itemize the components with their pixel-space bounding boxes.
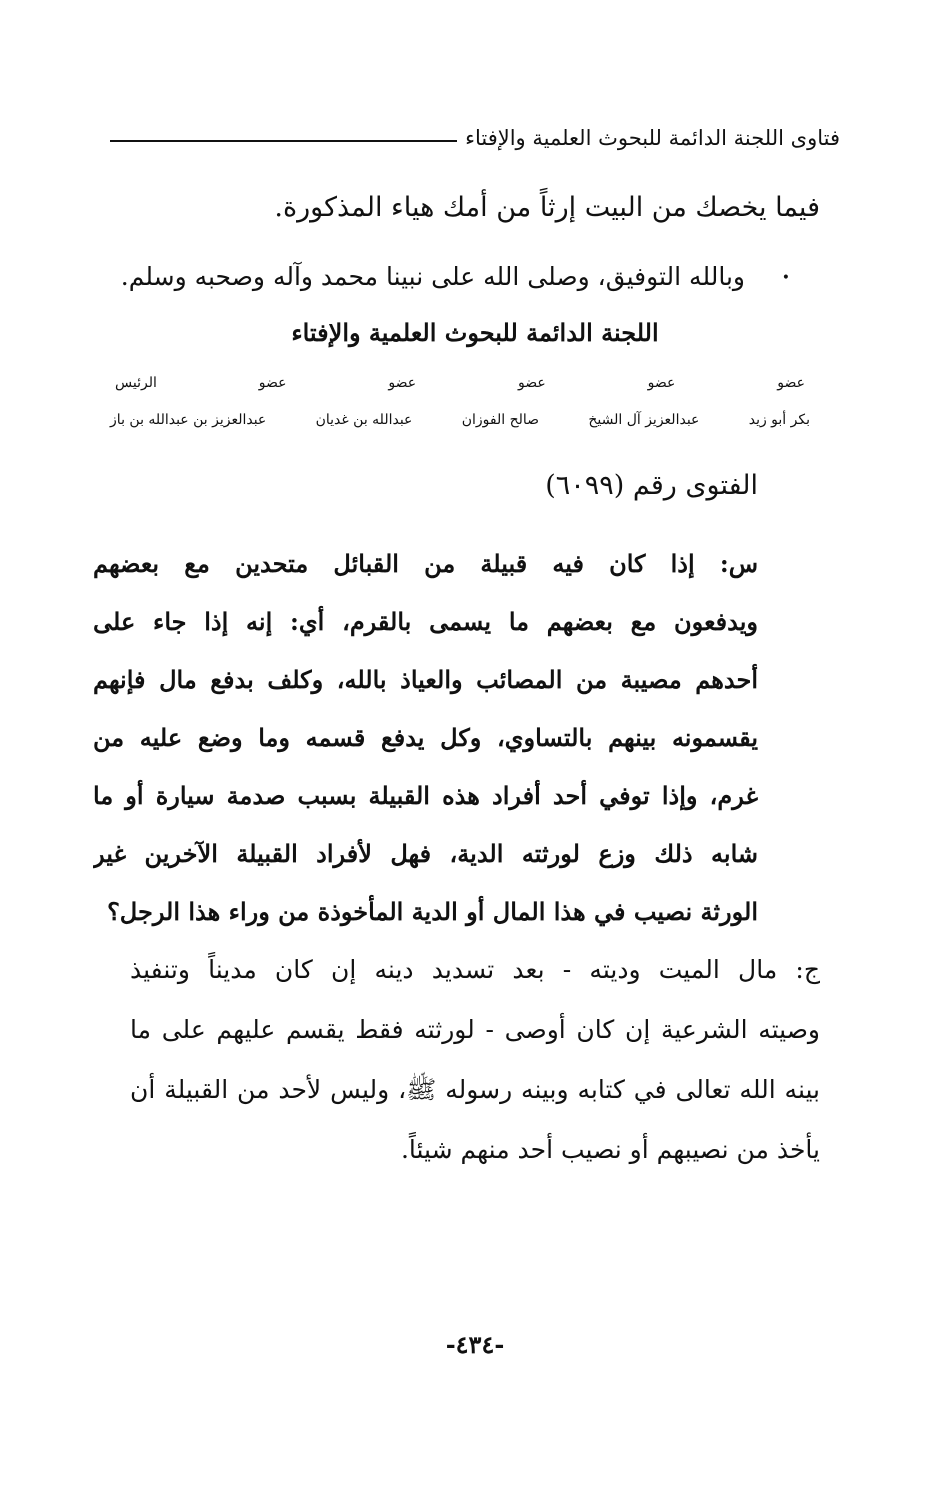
bullet-mark: • — [781, 270, 790, 286]
answer-line: بينه الله تعالى في كتابه وبينه رسوله ﷺ، وليس لأحد من القبيلة أن — [130, 1075, 820, 1104]
member-name: صالح الفوزان — [461, 412, 540, 428]
fatwa-number: الفتوى رقم (٦٠٩٩) — [545, 470, 758, 501]
question-line: يقسمونه بينهم بالتساوي، وكل يدفع قسمه وما وضع عليه من — [93, 723, 758, 752]
answer-paragraph — [130, 940, 820, 1180]
question-line: شابه ذلك وزع لورثته الدية، فهل لأفراد القبيلة الآخرين غير — [93, 839, 758, 868]
intro-line-2: وبالله التوفيق، وصلى الله على نبينا محمد وآله وصحبه وسلم. — [120, 262, 745, 291]
signature-names — [110, 412, 810, 428]
member-name: عبدالعزيز آل الشيخ — [588, 412, 700, 428]
intro-line-1: فيما يخصك من البيت إرثاً من أمك هياء المذكورة. — [274, 192, 820, 223]
answer-line: ج: مال الميت وديته - بعد تسديد دينه إن كان مديناً وتنفيذ — [130, 955, 820, 984]
question-paragraph — [93, 535, 758, 941]
question-line: أحدهم مصيبة من المصائب والعياذ بالله، وكلف بدفع مال فإنهم — [93, 665, 758, 694]
role-label: عضو — [518, 375, 546, 391]
question-line: س: إذا كان فيه قبيلة من القبائل متحدين مع بعضهم — [93, 549, 758, 578]
signature-roles — [115, 375, 805, 391]
committee-title: اللجنة الدائمة للبحوث العلمية والإفتاء — [291, 318, 659, 347]
member-name: عبدالعزيز بن عبدالله بن باز — [110, 412, 267, 428]
question-line: ويدفعون مع بعضهم ما يسمى بالقرم، أي: إنه إذا جاء على — [93, 607, 758, 636]
page-number: -٤٣٤- — [445, 1330, 505, 1359]
role-label: عضو — [388, 375, 417, 391]
question-line: الورثة نصيب في هذا المال أو الدية المأخوذة من وراء هذا الرجل؟ — [107, 897, 758, 926]
member-name: عبدالله بن غديان — [315, 412, 413, 428]
role-label: الرئيس — [115, 375, 157, 391]
running-header — [110, 118, 840, 158]
header-title: فتاوى اللجنة الدائمة للبحوث العلمية والإفتاء — [465, 126, 840, 150]
question-line: غرم، وإذا توفي أحد أفراد هذه القبيلة بسبب صدمة سيارة أو ما — [93, 781, 758, 810]
role-label: عضو — [258, 375, 287, 391]
member-name: بكر أبو زيد — [748, 412, 810, 428]
role-label: عضو — [647, 375, 676, 391]
role-label: عضو — [777, 375, 805, 391]
answer-line: وصيته الشرعية إن كان أوصى - لورثته فقط يقسم عليهم على ما — [130, 1015, 820, 1044]
answer-line: يأخذ من نصيبهم أو نصيب أحد منهم شيئاً. — [400, 1135, 820, 1164]
header-rule — [110, 140, 457, 142]
